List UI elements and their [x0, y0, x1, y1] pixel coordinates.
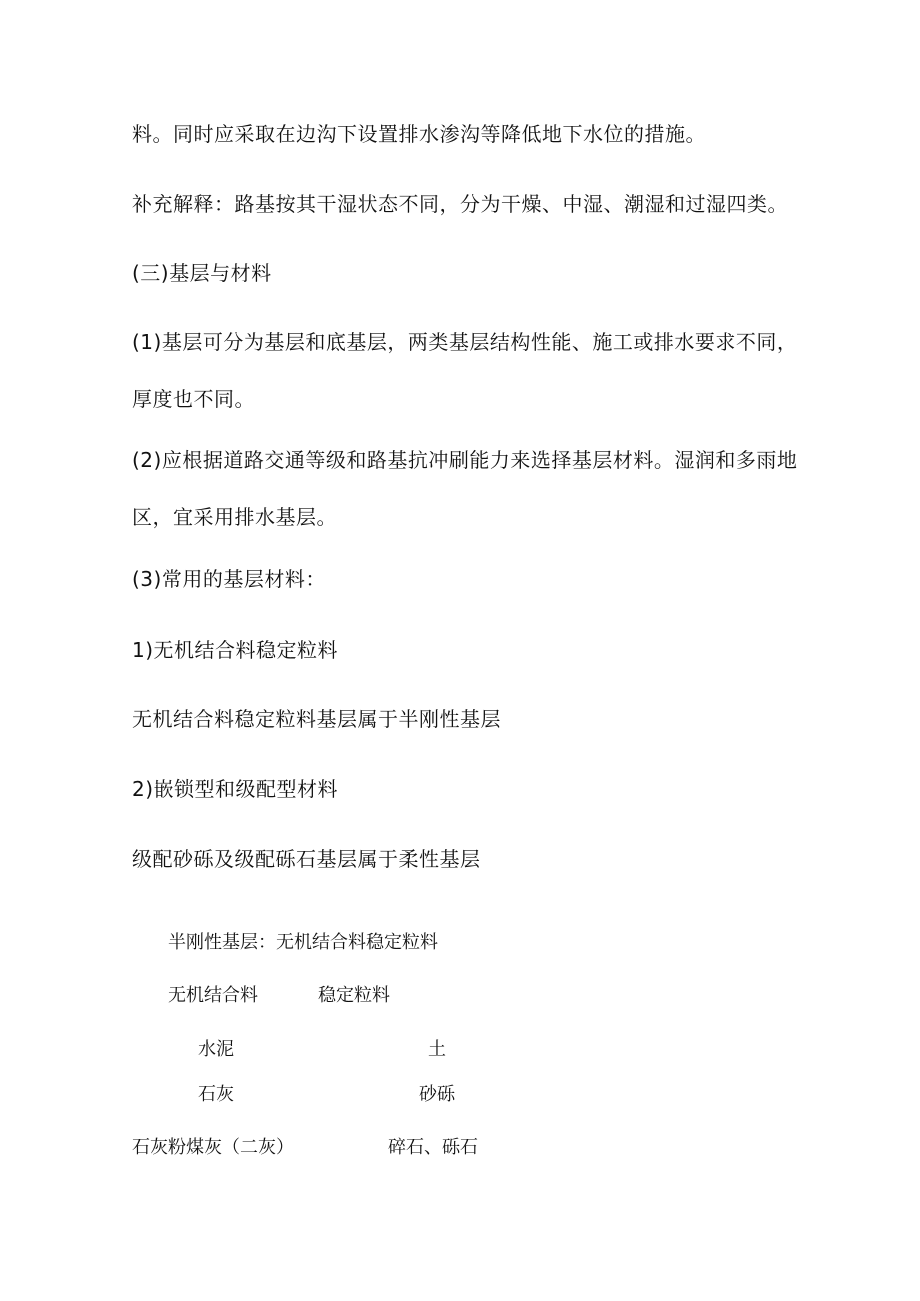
paragraph-item-2 [132, 432, 798, 546]
text-line: 2)嵌锁型和级配型材料 [132, 777, 339, 801]
paragraph-item-1 [132, 314, 798, 428]
subheading-inorganic-binder [132, 622, 792, 679]
paragraph-drainage [132, 106, 792, 163]
paragraph-supplement [132, 176, 792, 233]
paragraph-flexible [132, 831, 792, 888]
text-line: (3)常用的基层材料： [132, 567, 326, 591]
diagram-col1-item: 石灰 [198, 1084, 234, 1105]
text-line: 厚度也不同。 [132, 387, 255, 411]
paragraph-item-3 [132, 551, 792, 608]
text-line: (1)基层可分为基层和底基层，两类基层结构性能、施工或排水要求不同， [132, 330, 798, 354]
diagram-col2-item: 土 [428, 1039, 446, 1060]
diagram-col2-header: 稳定粒料 [318, 985, 390, 1006]
diagram-col1-header: 无机结合料 [168, 985, 258, 1006]
subheading-interlock-graded [132, 761, 792, 818]
diagram-title: 半刚性基层：无机结合料稳定粒料 [168, 932, 438, 953]
section-heading-base-materials [132, 245, 792, 302]
diagram-col1-item: 水泥 [198, 1039, 234, 1060]
text-line: 无机结合料稳定粒料基层属于半刚性基层 [132, 707, 501, 731]
diagram-col1-item: 石灰粉煤灰（二灰） [132, 1137, 294, 1158]
diagram-col2-item: 砂砾 [419, 1084, 455, 1105]
paragraph-semi-rigid [132, 691, 792, 748]
text-line: 级配砂砾及级配砾石基层属于柔性基层 [132, 847, 481, 871]
text-line: 1)无机结合料稳定粒料 [132, 638, 339, 662]
text-line: 区，宜采用排水基层。 [132, 505, 337, 529]
diagram-col2-item: 碎石、砾石 [388, 1137, 478, 1158]
text-line: 补充解释：路基按其干湿状态不同，分为干燥、中湿、潮湿和过湿四类。 [132, 192, 788, 216]
text-line: (三)基层与材料 [132, 261, 272, 285]
text-line: 料。同时应采取在边沟下设置排水渗沟等降低地下水位的措施。 [132, 122, 706, 146]
text-line: (2)应根据道路交通等级和路基抗冲刷能力来选择基层材料。湿润和多雨地 [132, 448, 798, 472]
